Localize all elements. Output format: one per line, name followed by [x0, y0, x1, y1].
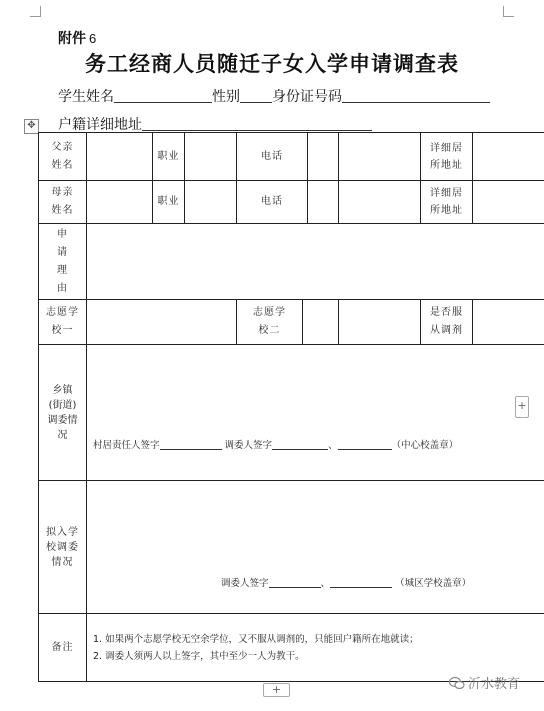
father-name-cell[interactable] — [87, 133, 153, 181]
accept-transfer-cell[interactable] — [473, 300, 544, 345]
reason-label: 申请理由 — [57, 228, 68, 294]
mother-occupation-cell[interactable] — [185, 181, 237, 224]
student-info-line — [58, 86, 490, 106]
father-row — [39, 133, 544, 181]
accept-transfer-label: 是否服从调剂 — [430, 307, 463, 336]
school-surveyor-field-1[interactable] — [269, 576, 321, 588]
school-choice-2-label: 志愿学校二 — [253, 307, 286, 336]
household-address-field[interactable] — [142, 116, 372, 131]
accept-transfer-label-cell — [421, 300, 473, 345]
mother-phone-spill[interactable] — [339, 181, 421, 224]
village-signature-label: 村居责任人签字 — [93, 440, 160, 451]
remark-item-2: 2. 调委人须两人以上签字，其中至少一人为教干。 — [93, 650, 305, 662]
mother-phone-label: 电话 — [237, 181, 308, 223]
page-corner-mark — [503, 6, 514, 17]
school-choice-2-label-wrap — [237, 300, 303, 344]
school-survey-row — [39, 481, 544, 614]
father-phone-label: 电话 — [237, 133, 308, 180]
mother-address-label-cell — [421, 181, 473, 224]
father-name-label: 父亲姓名 — [51, 141, 74, 171]
student-name-label: 学生姓名 — [58, 89, 114, 105]
father-occupation-label-cell — [153, 133, 185, 181]
watermark — [449, 673, 520, 692]
town-survey-label: 乡镇(街道)调委情况 — [47, 384, 78, 441]
father-name-label-cell — [39, 133, 87, 181]
wechat-logo-icon — [449, 676, 465, 690]
add-column-button[interactable]: + — [515, 396, 529, 418]
remarks-label-cell — [39, 614, 87, 682]
household-address-label: 户籍详细地址 — [58, 117, 142, 133]
signature-separator: 、 — [328, 440, 338, 451]
household-address-line — [58, 114, 372, 134]
father-address-label-cell — [421, 133, 473, 181]
watermark-text: 沂水教育 — [468, 677, 521, 692]
town-survey-label-cell — [39, 345, 87, 481]
remarks-cell — [87, 614, 544, 682]
school-choice-1-label: 志愿学校一 — [46, 307, 79, 336]
mother-name-label: 母亲姓名 — [51, 187, 74, 216]
mother-occupation-label: 职业 — [157, 196, 180, 207]
remarks-label: 备注 — [51, 641, 74, 653]
mother-address-cell[interactable] — [473, 181, 544, 224]
father-address-cell[interactable] — [473, 133, 544, 181]
school-choice-2-group — [237, 300, 339, 345]
application-form-table — [38, 132, 544, 682]
father-occupation-cell[interactable] — [185, 133, 237, 181]
student-name-field[interactable] — [114, 88, 212, 103]
school-choice-2-cell[interactable] — [303, 300, 338, 344]
district-school-seal: （城区学校盖章） — [395, 578, 472, 589]
reason-label-cell — [39, 224, 87, 300]
id-number-label: 身份证号码 — [272, 89, 342, 105]
father-phone-group — [237, 133, 339, 181]
school-signature-line — [221, 575, 471, 589]
mother-phone-cell[interactable] — [308, 181, 338, 223]
town-signature-line — [93, 437, 458, 451]
school-signature-separator: 、 — [320, 578, 331, 589]
school-surveyor-field-2[interactable] — [330, 576, 392, 588]
table-move-handle-icon[interactable]: ✥ — [24, 119, 39, 134]
attachment-label — [58, 28, 96, 48]
mother-row — [39, 181, 544, 224]
town-survey-row — [39, 345, 544, 481]
gender-label: 性别 — [212, 89, 240, 105]
school-choice-2-spill[interactable] — [339, 300, 421, 345]
school-survey-cell[interactable] — [87, 481, 544, 614]
central-school-seal: （中心校盖章） — [391, 440, 459, 451]
remarks-row — [39, 614, 544, 682]
gender-field[interactable] — [240, 88, 272, 103]
father-occupation-label: 职业 — [157, 150, 180, 162]
remarks-notes — [87, 631, 544, 665]
father-phone-cell[interactable] — [308, 133, 338, 180]
attachment-text: 附件 — [58, 30, 86, 46]
father-phone-spill[interactable] — [339, 133, 421, 181]
attachment-number: 6 — [89, 31, 97, 46]
id-number-field[interactable] — [342, 88, 490, 103]
school-survey-label: 拟入学校调委情况 — [46, 526, 79, 568]
mother-phone-group — [237, 181, 339, 224]
school-choice-row — [39, 300, 544, 345]
mother-address-label: 详细居所地址 — [430, 188, 463, 216]
school-choice-1-label-cell — [39, 300, 87, 345]
page-corner-mark — [30, 6, 41, 17]
mother-name-label-cell — [39, 181, 87, 224]
surveyor-signature-label: 调委人签字 — [224, 440, 273, 451]
reason-cell[interactable] — [87, 224, 544, 300]
add-row-button[interactable]: + — [263, 683, 290, 697]
school-surveyor-signature-label: 调委人签字 — [221, 578, 269, 589]
mother-occupation-label-cell — [153, 181, 185, 224]
reason-row — [39, 224, 544, 300]
father-address-label: 详细居所地址 — [430, 142, 463, 171]
town-survey-cell[interactable] — [87, 345, 544, 481]
village-signature-field[interactable] — [160, 438, 222, 450]
school-survey-label-cell — [39, 481, 87, 614]
mother-name-cell[interactable] — [87, 181, 153, 224]
school-choice-1-cell[interactable] — [87, 300, 237, 345]
surveyor-signature-field-1[interactable] — [272, 438, 328, 450]
surveyor-signature-field-2[interactable] — [338, 438, 392, 450]
remark-item-1: 1. 如果两个志愿学校无空余学位，又不服从调剂的，只能回户籍所在地就读； — [93, 633, 419, 645]
document-title: 务工经商人员随迁子女入学申请调查表 — [85, 51, 459, 76]
